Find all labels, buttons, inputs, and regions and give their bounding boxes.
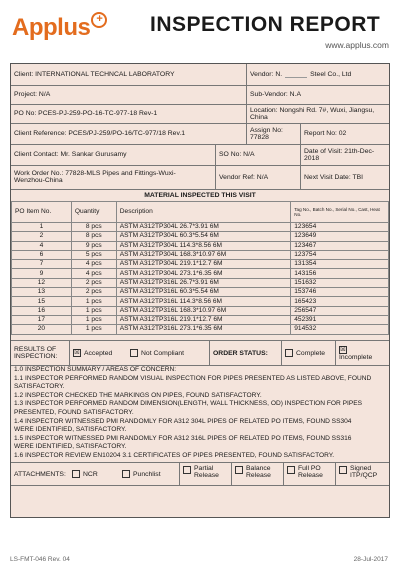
table-row	[12, 288, 389, 297]
punchlist-option[interactable]: Punchlist	[119, 463, 179, 485]
tag-number-cell: 151632	[291, 278, 389, 287]
tag-number-cell: 123654	[291, 223, 389, 232]
ncr-option[interactable]: NCR	[69, 463, 119, 485]
not-compliant-option[interactable]: Not Compliant	[127, 341, 209, 365]
incomplete-option[interactable]: ☒ Incomplete	[335, 341, 389, 365]
partial-release-option[interactable]: Partial Release	[179, 463, 231, 485]
quantity-cell: 1 pcs	[71, 325, 116, 334]
results-row	[11, 340, 389, 366]
po-item-cell: 7	[12, 260, 72, 269]
description-cell: ASTM A312TP316L 60.3*5.54 6M	[116, 288, 290, 297]
summary-line: 1.5 INSPECTOR WITNESSED PMI RANDOMLY FOR A312 316L PIPES OF RELATED PO ITEMS, FOUND SS316	[14, 434, 352, 442]
quantity-cell: 2 pcs	[71, 288, 116, 297]
header-description: Description	[116, 202, 290, 223]
quantity-cell: 5 pcs	[71, 250, 116, 259]
inspection-summary	[14, 366, 386, 461]
tag-number-cell: 143156	[291, 269, 389, 278]
header-quantity: Quantity	[71, 202, 116, 223]
description-cell: ASTM A312TP316L 168.3*10.97 6M	[116, 306, 290, 315]
summary-line: 1.2 INSPECTOR CHECKED THE MARKINGS ON PIPES, FOUND SATISFACTORY.	[14, 391, 262, 399]
po-number-field: PO No: PCES-PJ-259-PO-16-TC-977-18 Rev-1	[14, 110, 158, 117]
table-row	[12, 260, 389, 269]
summary-line: 1.3 INSPECTOR PERFORMED RANDOM DIMENSION(LENGTH, WALL THICKNESS, OD) INSPECTION FOR PIPES	[14, 400, 363, 408]
footer-date: 28-Jul-2017	[353, 556, 388, 563]
contact-row	[11, 144, 389, 166]
tag-number-cell: 914532	[291, 325, 389, 334]
summary-line: 1.4 INSPECTOR WITNESSED PMI RANDOMLY FOR A312 304L PIPES OF RELATED PO ITEMS, FOUND SS304	[14, 417, 352, 425]
po-item-cell: 16	[12, 306, 72, 315]
location-field: Location: Nongshi Rd. 7#, Wuxi, Jiangsu, China	[246, 104, 389, 123]
po-item-cell: 9	[12, 269, 72, 278]
tag-number-cell: 123467	[291, 241, 389, 250]
summary-line: SATISFACTORY.	[14, 383, 65, 391]
date-of-visit-field: Date of Visit: 21th-Dec- 2018	[300, 144, 389, 165]
partial-release-checkbox[interactable]	[183, 466, 191, 474]
summary-line: 1.6 INSPECTOR REVIEW EN10204 3.1 CERTIFICATES OF PIPES PRESENTED, FOUND SATISFACTORY.	[14, 451, 335, 459]
description-cell: ASTM A312TP316L 26.7*3.91 6M	[116, 278, 290, 287]
inspection-form	[10, 63, 390, 518]
summary-line: 1.1 INSPECTOR PERFORMED RANDOM VISUAL INSPECTION FOR PIPES PRESENTED AS LISTED ABOVE, FOUND	[14, 374, 372, 382]
table-row	[12, 232, 389, 241]
tag-number-cell: 153746	[291, 288, 389, 297]
so-number-field: SO No: N/A	[215, 144, 300, 165]
ncr-checkbox[interactable]	[72, 470, 80, 478]
material-table	[11, 201, 389, 335]
tag-number-cell: 452391	[291, 315, 389, 324]
client-contact-field: Client Contact: Mr. Sankar Gurusamy	[14, 151, 127, 158]
signed-itp-option[interactable]: Signed ITP/QCP	[335, 463, 389, 485]
table-row	[12, 306, 389, 315]
quantity-cell: 9 pcs	[71, 241, 116, 250]
description-cell: ASTM A312TP304L 273.1*6.35 6M	[116, 269, 290, 278]
client-field: Client: INTERNATIONAL TECHNCAL LABORATORY	[14, 71, 175, 78]
po-item-cell: 1	[12, 223, 72, 232]
table-row	[12, 269, 389, 278]
tag-number-cell: 123649	[291, 232, 389, 241]
description-cell: ASTM A312TP304L 26.7*3.91 6M	[116, 223, 290, 232]
order-status-label: ORDER STATUS:	[209, 341, 281, 365]
results-label: RESULTS OF INSPECTION:	[14, 346, 58, 360]
vendor-ref-field: Vendor Ref: N/A	[215, 165, 300, 189]
quantity-cell: 1 pcs	[71, 297, 116, 306]
attachments-label: ATTACHMENTS:	[14, 470, 66, 478]
balance-release-checkbox[interactable]	[235, 466, 243, 474]
form-code: LS-FMT-046 Rev. 04	[10, 556, 70, 563]
tag-number-cell: 165423	[291, 297, 389, 306]
applus-logo: Applus +	[12, 14, 107, 42]
punchlist-checkbox[interactable]	[122, 470, 130, 478]
po-item-cell: 13	[12, 288, 72, 297]
table-row	[12, 315, 389, 324]
quantity-cell: 8 pcs	[71, 232, 116, 241]
table-row	[12, 250, 389, 259]
po-item-cell: 12	[12, 278, 72, 287]
signed-itp-checkbox[interactable]	[339, 466, 347, 474]
description-cell: ASTM A312TP304L 114.3*8.56 6M	[116, 241, 290, 250]
quantity-cell: 1 pcs	[71, 306, 116, 315]
attachments-row	[11, 462, 389, 486]
quantity-cell: 1 pcs	[71, 315, 116, 324]
quantity-cell: 4 pcs	[71, 260, 116, 269]
work-order-row	[11, 165, 389, 190]
reference-row	[11, 123, 389, 145]
report-title: INSPECTION REPORT	[150, 13, 381, 36]
accepted-option[interactable]: ☒ Accepted	[69, 341, 127, 365]
complete-option[interactable]: Complete	[281, 341, 335, 365]
table-row	[12, 297, 389, 306]
description-cell: ASTM A312TP304L 219.1*12.7 6M	[116, 260, 290, 269]
website-text: www.applus.com	[325, 40, 389, 50]
material-table-header	[12, 202, 389, 223]
po-item-cell: 2	[12, 232, 72, 241]
table-row	[12, 241, 389, 250]
quantity-cell: 4 pcs	[71, 269, 116, 278]
assign-number-field: Assign No: 77828	[246, 123, 300, 144]
header-po-item: PO Item No.	[12, 202, 72, 223]
description-cell: ASTM A312TP316L 219.1*12.7 6M	[116, 315, 290, 324]
table-row	[12, 278, 389, 287]
po-item-cell: 20	[12, 325, 72, 334]
client-reference-field: Client Reference: PCES/PJ-259/PO-16/TC-977/18 Rev.1	[14, 130, 186, 137]
full-po-release-checkbox[interactable]	[287, 466, 295, 474]
work-order-field: Work Order No.: 77828-MLS Pipes and Fittings-Wuxi- Wenzhou-China	[14, 170, 176, 184]
summary-line: WERE IDENTIFIED, SATISFACTORY.	[14, 443, 127, 451]
next-visit-field: Next Visit Date: TBI	[300, 165, 389, 189]
project-row	[11, 85, 389, 105]
description-cell: ASTM A312TP304L 60.3*5.54 6M	[116, 232, 290, 241]
quantity-cell: 2 pcs	[71, 278, 116, 287]
tag-number-cell: 131354	[291, 260, 389, 269]
po-item-cell: 4	[12, 241, 72, 250]
complete-checkbox[interactable]	[285, 349, 293, 357]
description-cell: ASTM A312TP316L 114.3*8.56 6M	[116, 297, 290, 306]
tag-number-cell: 123754	[291, 250, 389, 259]
tag-number-cell: 256547	[291, 306, 389, 315]
material-section-title: MATERIAL INSPECTED THIS VISIT	[11, 189, 389, 202]
header-tag-number: Tag No., Batch No., Serial No., Cast, Heat No.	[291, 202, 389, 223]
table-row	[12, 223, 389, 232]
incomplete-checkbox[interactable]: ☒	[340, 346, 346, 353]
client-row	[11, 64, 389, 86]
po-item-cell: 15	[12, 297, 72, 306]
summary-line: 1.0 INSPECTION SUMMARY / AREAS OF CONCERN:	[14, 366, 177, 373]
summary-line: WERE IDENTIFIED, SATISFACTORY.	[14, 426, 127, 434]
quantity-cell: 8 pcs	[71, 223, 116, 232]
summary-line: PRESENTED, FOUND SATISFACTORY.	[14, 408, 134, 416]
vendor-field: Vendor: N. Steel Co., Ltd	[246, 64, 389, 85]
description-cell: ASTM A312TP304L 168.3*10.97 6M	[116, 250, 290, 259]
po-row	[11, 104, 389, 124]
po-item-cell: 17	[12, 315, 72, 324]
project-field: Project: N/A	[14, 91, 51, 98]
not-compliant-checkbox[interactable]	[130, 349, 138, 357]
balance-release-option[interactable]: Balance Release	[231, 463, 283, 485]
table-row	[12, 325, 389, 334]
report-number-field: Report No: 02	[300, 123, 389, 144]
accepted-checkbox[interactable]: ☒	[74, 350, 80, 356]
sub-vendor-field: Sub-Vendor: N.A	[246, 85, 389, 104]
description-cell: ASTM A312TP316L 273.1*6.35 6M	[116, 325, 290, 334]
full-po-release-option[interactable]: Full PO Release	[283, 463, 335, 485]
po-item-cell: 6	[12, 250, 72, 259]
